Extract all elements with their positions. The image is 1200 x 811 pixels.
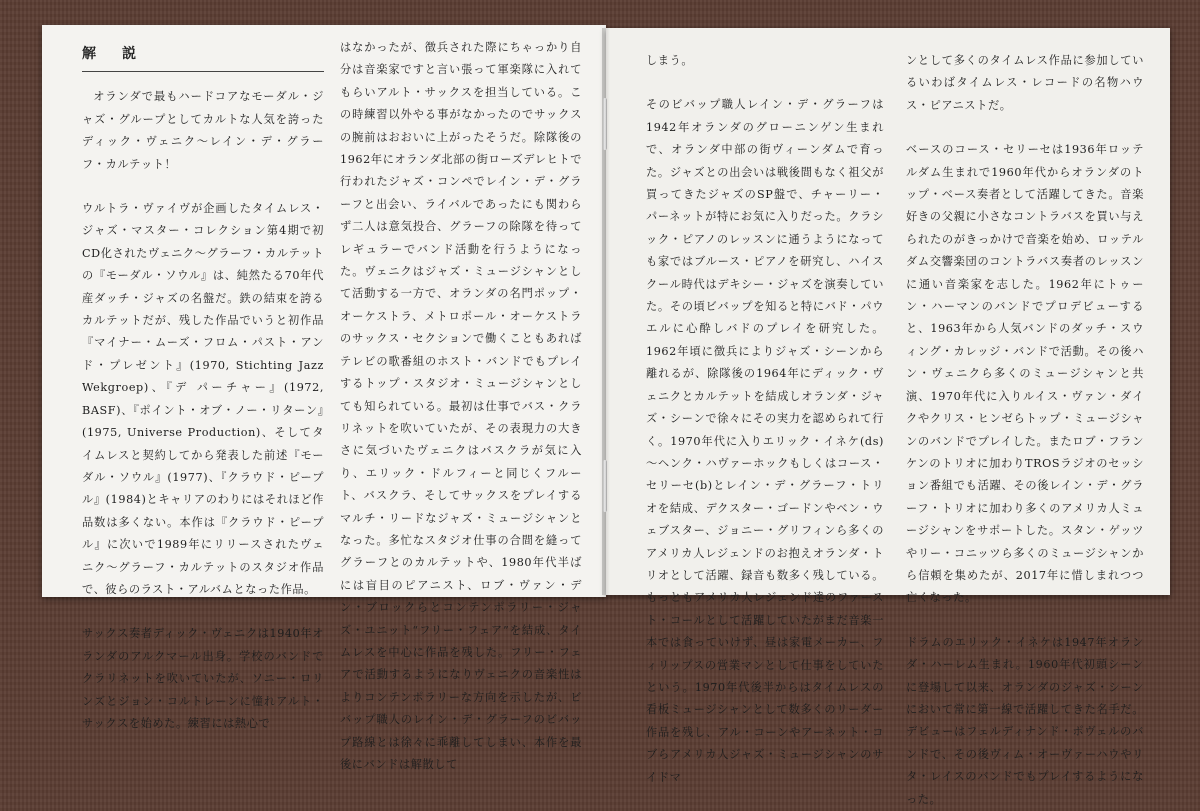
staple-bottom bbox=[603, 460, 607, 512]
right-page bbox=[606, 28, 1170, 806]
staple-top bbox=[603, 98, 607, 150]
paragraph: ンとして多くのタイムレス作品に参加しているいわばタイムレス・レコードの名物ハウス・ピアニストだ。 bbox=[906, 54, 1144, 112]
paragraph: しまう。 bbox=[646, 54, 694, 67]
paragraph: ベースのコース・セリーセは1936年ロッテルダム生まれで1960年代からオランダのトップ・ベース奏者として活躍してきた。音楽好きの父親に小さなコントラバスを買い与えられたのがきっかけで音楽を始め、ロッテルダム交響楽団のコントラバス奏者のレッスンに通い音楽家を志した。1962年にトゥーン・ハーマンのバンドでプロデビューすると、1963年から人気バンドのダッチ・スウィング・カレッジ・バンドで活動。その後ハン・ヴェニクら多くのミュージシャンと共演、1970年代に入りルイス・ヴァン・ダイクやクリス・ヒンゼらトップ・ミュージシャンのバンドでプレイした。またロブ・フランケンのトリオに加わりTROSラジオのセッション番組でも活躍、その後レイン・デ・グラーフ・トリオに加わり多くのアメリカ人ミュージシャンをサポートした。スタン・ゲッツやリー・コニッツら多くのミュージシャンから信頼を集めたが、2017年に惜しまれつつ亡くなった。 bbox=[906, 143, 1144, 605]
paragraph: ドラムのエリック・イネケは1947年オランダ・ハーレム生まれ。1960年代初頭シーンに登場して以来、オランダのジャズ・シーンにおいて常に第一線で活躍してきた名手だ。デビューはフェルディナンド・ポヴェルのバンドで、その後ヴィム・オーヴァーハウやリタ・レイスのバンドでもプレイするようになった。 bbox=[906, 635, 1144, 806]
column-4 bbox=[906, 50, 1144, 811]
column-1 bbox=[82, 25, 324, 735]
paragraph: オランダで最もハードコアなモーダル・ジャズ・グループとしてカルトな人気を誇ったディック・ヴェニク～レイン・デ・グラーフ・カルテット！ bbox=[82, 90, 324, 171]
section-heading: 解 説 bbox=[82, 43, 324, 72]
paragraph: サックス奏者ディック・ヴェニクは1940年オランダのアルクマール出身。学校のバンドでクラリネットを吹いていたが、ソニー・ロリンズとジョン・コルトレーンに憧れアルト・サックスを始めた。練習には熱心で bbox=[82, 627, 324, 730]
paragraph: はなかったが、徴兵された際にちゃっかり自分は音楽家ですと言い張って軍楽隊に入れてもらいアルト・サックスを担当している。この時練習以外やる事がなかったのでサックスの腕前はおおいに上がったそうだ。除隊後の1962年にオランダ北部の街ローズデレヒトで行われたジャズ・コンペでレイン・デ・グラーフと出会い、ライバルであったにも関わらず二人は意気投合、グラーフの除隊を待ってレギュラーでバンド活動を行うようになった。ヴェニクはジャズ・ミュージシャンとして活動する一方で、オランダの名門ポップ・オーケストラ、メトロポール・オーケストラのサックス・セクションで働くこともあればテレビの歌番組のホスト・バンドでもプレイするトップ・スタジオ・ミュージシャンとしても知られている。最初は仕事でバス・クラリネットを吹いていたが、その表現力の大きさに気づいたヴェニクはバスクラが気に入り、エリック・ドルフィーと同じくフルート、バスクラ、そしてサックスをプレイするマルチ・リードなジャズ・ミュージシャンとなった。多忙なスタジオ仕事の合間を縫ってグラーフとのカルテットや、1980年代半ばには盲目のピアニスト、ロブ・ヴァン・デン・ブロックらとコンテンポラリー・ジャズ・ユニット“フリー・フェア”を結成、タイムレスを中心に作品を残した。フリー・フェアで活動するようになりヴェニクの音楽性はよりコンテンポラリーな方向を示したが、ビバップ職人のレイン・デ・グラーフのビバップ路線とは徐々に乖離してしまい、本作を最後にバンドは解散して bbox=[340, 41, 582, 771]
paragraph: そのビバップ職人レイン・デ・グラーフは1942年オランダのグローニンゲン生まれで、オランダ中部の街ヴィーンダムで育った。ジャズとの出会いは戦後間もなく祖父が買ってきたジャズのSP盤で、チャーリー・パーネットが特にお気に入りだった。クラシック・ピアノのレッスンに通うようになっても家ではブルース・ピアノを研究し、ハイスクール時代はデキシー・ジャズを演奏していた。その頃ビバップを知ると特にバド・パウエルに心酔しバドのプレイを研究した。1962年頃に徴兵によりジャズ・シーンから離れるが、除隊後の1964年にディック・ヴェニクとカルテットを結成しオランダ・ジャズ・シーンで徐々にその実力を認められて行く。1970年代に入りエリック・イネケ(ds)～ヘンク・ハヴァーホックもしくはコース・セリーセ(b)とレイン・デ・グラーフ・トリオを結成、デクスター・ゴードンやベン・ウェブスター、ジョニー・グリフィンら多くのアメリカ人レジェンドのお抱えオランダ・トリオとして活躍、録音も数多く残している。もっともアメリカ人レジェンド達のファースト・コールとして活躍していたがまだ音楽一本では食っていけず、昼は家電メーカー、フィリップスの営業マンとして仕事をしていたという。1970年代後半からはタイムレスの看板ミュージシャンとして数多くのリーダー作品を残し、アル・コーンやアーネット・コブらアメリカ人ジャズ・ミュージシャンのサイドマ bbox=[646, 98, 884, 784]
paragraph: ウルトラ・ヴァイヴが企画したタイムレス・ジャズ・マスター・コレクション第4期で初CD化されたヴェニク～グラーフ・カルテットの『モーダル・ソウル』は、純然たる70年代産ダッチ・ジャズの名盤だ。鉄の結束を誇るカルテットだが、残した作品でいうと初作品『マイナー・ムーズ・フロム・パスト・アンド・プレゼント』(1970, Stichting Jazz Wekgroep)、『デ パーチャー』(1972, BASF)、『ポイント・オブ・ノー・リターン』(1975, Universe Production)、そしてタイムレスと契約してから発表した前述『モーダル・ソウル』(1977)、『クラウド・ピープル』(1984)とキャリアのわりにはそれほど作品数は多くない。本作は『クラウド・ピープル』に次いで1989年にリリースされたヴェニク～グラーフ・カルテットのスタジオ作品で、彼らのラスト・アルバムとなった作品。 bbox=[82, 202, 324, 596]
column-2 bbox=[340, 37, 582, 776]
column-3 bbox=[646, 50, 884, 789]
left-page bbox=[42, 25, 606, 771]
